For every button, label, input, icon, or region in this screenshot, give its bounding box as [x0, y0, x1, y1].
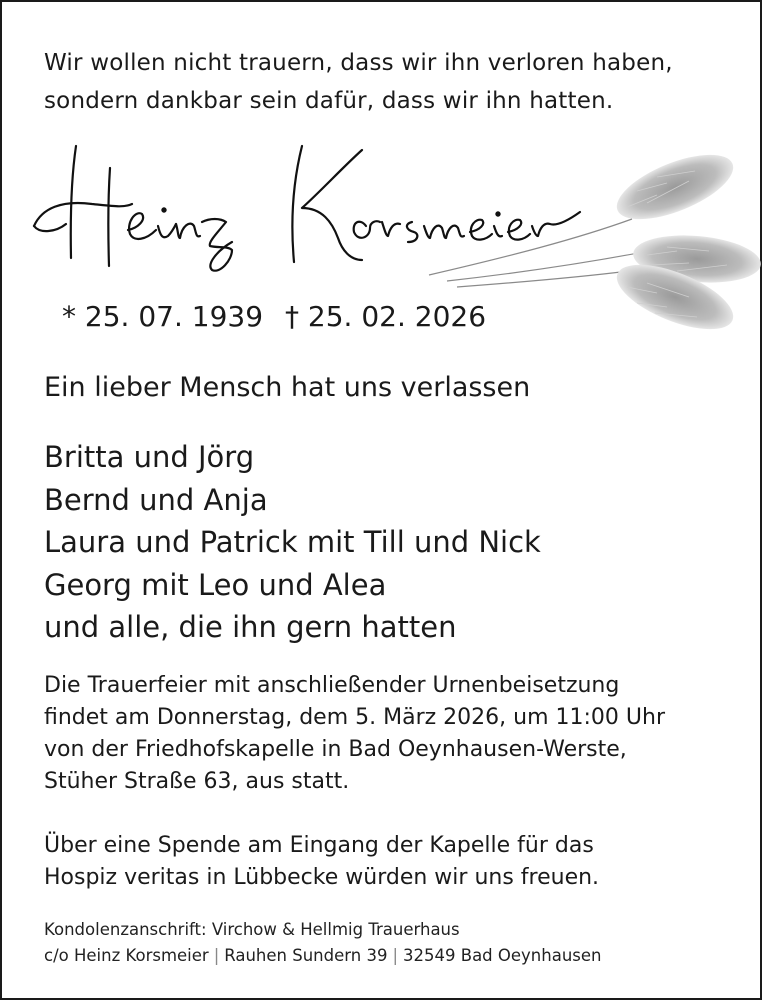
farewell-phrase: Ein lieber Mensch hat uns verlassen: [44, 372, 531, 403]
motto-line: Wir wollen nicht trauern, dass wir ihn verloren haben,: [44, 50, 673, 76]
donation-note: [44, 830, 599, 894]
mourner-line: und alle, die ihn gern hatten: [44, 610, 457, 644]
address-care-of: c/o Heinz Korsmeier: [44, 946, 209, 965]
mourner-line: Britta und Jörg: [44, 440, 255, 474]
ceremony-line: Stüher Straße 63, aus statt.: [44, 769, 350, 794]
ceremony-info: [44, 670, 665, 798]
address-separator: |: [213, 946, 220, 965]
donation-line: Über eine Spende am Eingang der Kapelle für das: [44, 833, 594, 858]
address-street: Rauhen Sundern 39: [224, 946, 388, 965]
mourners-list: [44, 436, 541, 649]
motto-quote: [44, 44, 673, 120]
mourner-line: Laura und Patrick mit Till und Nick: [44, 525, 541, 559]
address-heading: Kondolenzanschrift: Virchow & Hellmig Trauerhaus: [44, 920, 460, 939]
mourner-line: Bernd und Anja: [44, 482, 268, 517]
birth-date: * 25. 07. 1939: [62, 300, 264, 333]
address-separator: |: [392, 946, 399, 965]
motto-line: sondern dankbar sein dafür, dass wir ihn hatten.: [44, 88, 614, 114]
ceremony-line: Die Trauerfeier mit anschließender Urnenbeisetzung: [44, 673, 620, 698]
condolence-address: [44, 917, 602, 969]
death-date: † 25. 02. 2026: [285, 300, 487, 333]
life-dates: [62, 300, 486, 333]
address-city: 32549 Bad Oeynhausen: [403, 946, 602, 965]
donation-line: Hospiz veritas in Lübbecke würden wir uns freuen.: [44, 865, 600, 890]
address-line: [44, 943, 602, 969]
mourner-line: Georg mit Leo und Alea: [44, 567, 387, 602]
ceremony-line: findet am Donnerstag, dem 5. März 2026, um 11:00 Uhr: [44, 705, 665, 730]
ceremony-line: von der Friedhofskapelle in Bad Oeynhausen-Werste,: [44, 737, 627, 762]
